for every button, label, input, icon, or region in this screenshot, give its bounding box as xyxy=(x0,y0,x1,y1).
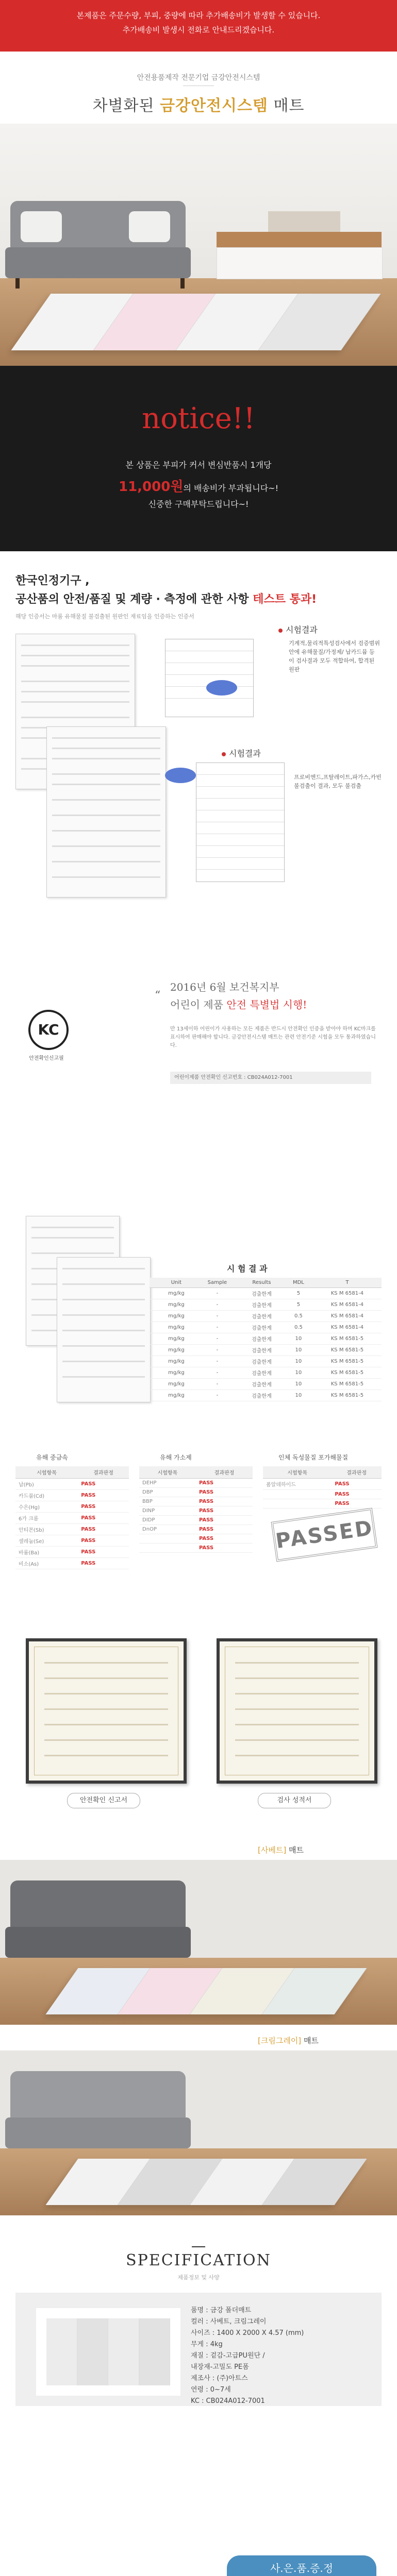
result-2-text: 프로비엔드,프탈레이트,파가스,카빈 불검출이 결과, 모두 불검출 xyxy=(294,774,382,789)
inspection-stamp xyxy=(206,680,237,696)
table-row xyxy=(139,1534,253,1544)
spec-box xyxy=(15,2293,382,2406)
test-item: 카드뮴(Cd) xyxy=(15,1490,78,1501)
table-cell: 검출한계 xyxy=(239,1356,284,1367)
test-result: PASS xyxy=(332,1479,382,1490)
test-result: PASS xyxy=(196,1516,253,1525)
table-cell: KS M 6581-5 xyxy=(313,1379,382,1390)
table-row xyxy=(263,1499,382,1509)
table-row xyxy=(150,1311,382,1322)
test-results-table xyxy=(150,1278,382,1401)
bullet-icon xyxy=(278,629,283,633)
table-cell: - xyxy=(195,1311,239,1322)
test-result: PASS xyxy=(78,1558,129,1569)
spec-line: 컬러 : 사베트, 크림그레이 xyxy=(191,2318,267,2326)
table-cell: KS M 6581-4 xyxy=(313,1288,382,1299)
table-cell: mg/kg xyxy=(157,1333,195,1345)
result-2-heading xyxy=(222,747,261,759)
heavy-metals-title: 유해 중금속 xyxy=(36,1454,68,1461)
creamgray-mat-photo xyxy=(0,2050,397,2215)
test-result: PASS xyxy=(78,1524,129,1535)
table-row xyxy=(139,1479,253,1488)
test-result: PASS xyxy=(78,1501,129,1513)
col-item: 시험항목 xyxy=(263,1466,332,1479)
table-row xyxy=(139,1506,253,1516)
test-item: 폼알데하이드 xyxy=(263,1479,332,1490)
table-row xyxy=(139,1488,253,1497)
test-col-header: Unit xyxy=(157,1278,195,1288)
tv-cabinet xyxy=(217,247,383,279)
creamgray-title xyxy=(258,2035,319,2046)
table-cell: - xyxy=(195,1356,239,1367)
product-room-photo xyxy=(0,124,397,366)
kc-quote-line-2 xyxy=(170,996,307,1011)
creamgray-title-bracket: [크림그레이] xyxy=(258,2036,302,2045)
table-cell: - xyxy=(195,1299,239,1311)
table-row xyxy=(139,1525,253,1534)
result-2-title: 시험결과 xyxy=(229,749,261,758)
test-item: 안티몬(Sb) xyxy=(15,1524,78,1535)
table-row xyxy=(150,1390,382,1401)
kc-quote-2-text: 어린이 제품 xyxy=(170,998,227,1011)
table-cell: 10 xyxy=(284,1345,313,1356)
table-row xyxy=(150,1288,382,1299)
table-cell: 검출한계 xyxy=(239,1345,284,1356)
test-result: PASS xyxy=(196,1497,253,1506)
test-item: DEHP xyxy=(139,1479,196,1488)
table-cell: - xyxy=(195,1322,239,1333)
table-cell xyxy=(150,1333,157,1345)
test-item: DINP xyxy=(139,1506,196,1516)
table-cell: 10 xyxy=(284,1333,313,1345)
table-cell: mg/kg xyxy=(157,1379,195,1390)
cabinet-decor xyxy=(268,211,340,232)
test-result: PASS xyxy=(78,1513,129,1524)
test-result: PASS xyxy=(78,1479,129,1490)
test-result: PASS xyxy=(196,1544,253,1553)
spec-product-image xyxy=(36,2308,180,2396)
test-result: PASS xyxy=(78,1490,129,1501)
table-cell: KS M 6581-5 xyxy=(313,1345,382,1356)
table-cell: 검출한계 xyxy=(239,1299,284,1311)
bullet-icon xyxy=(222,752,226,756)
col-item: 시험항목 xyxy=(139,1466,196,1479)
cert-heading-2-strong: 테스트 통과! xyxy=(253,593,317,606)
cert-heading-2-text: 공산품의 안전/품질 및 계량 · 측정에 관한 사항 xyxy=(15,593,253,606)
spec-line: KC : CB024A012-7001 xyxy=(191,2397,265,2405)
table-cell xyxy=(150,1379,157,1390)
table-cell: 검출한계 xyxy=(239,1379,284,1390)
test-result: PASS xyxy=(196,1479,253,1488)
table-row xyxy=(263,1490,382,1499)
test-result: PASS xyxy=(332,1499,382,1509)
table-cell: 검출한계 xyxy=(239,1333,284,1345)
toxic-substance-table xyxy=(263,1466,382,1509)
table-cell: mg/kg xyxy=(157,1311,195,1322)
cert-note: 해당 인증서는 마룸 유해물질 불검출된 원판인 재료임을 인증하는 인증서 xyxy=(15,613,194,620)
folding-mat xyxy=(11,294,381,350)
return-notice xyxy=(0,366,397,551)
table-row xyxy=(150,1356,382,1367)
certification-section xyxy=(0,551,397,948)
table-cell: mg/kg xyxy=(157,1299,195,1311)
table-cell: 5 xyxy=(284,1288,313,1299)
table-cell xyxy=(150,1322,157,1333)
table-cell: 검출한계 xyxy=(239,1367,284,1379)
sherbet-title-bracket: [사베트] xyxy=(258,1845,287,1855)
table-row xyxy=(15,1501,129,1513)
spec-line: 사이즈 : 1400 X 2000 X 4.57 (mm) xyxy=(191,2329,304,2337)
table-cell: - xyxy=(195,1288,239,1299)
table-row xyxy=(150,1367,382,1379)
sherbet-color-section xyxy=(0,1834,397,2025)
pass-results-section xyxy=(0,1432,397,1623)
folding-mat xyxy=(45,1968,367,2014)
sofa-leg xyxy=(180,278,185,289)
result-1-table xyxy=(165,639,254,717)
table-row xyxy=(15,1558,129,1569)
test-item xyxy=(139,1534,196,1544)
test-result: PASS xyxy=(332,1490,382,1499)
certificates-section xyxy=(0,1623,397,1834)
table-row xyxy=(150,1345,382,1356)
col-result: 결과판정 xyxy=(78,1466,129,1479)
pillow xyxy=(21,211,62,242)
table-cell xyxy=(150,1288,157,1299)
result-2-table xyxy=(196,762,285,882)
test-item: 셀레늄(Se) xyxy=(15,1535,78,1547)
table-row xyxy=(150,1333,382,1345)
test-item: 6가 크롬 xyxy=(15,1513,78,1524)
brand-header xyxy=(0,52,397,124)
test-item: DnOP xyxy=(139,1525,196,1534)
brand-title xyxy=(0,93,397,115)
test-col-header: Results xyxy=(239,1278,284,1288)
col-result: 결과판정 xyxy=(196,1466,253,1479)
table-cell: - xyxy=(195,1390,239,1401)
table-cell: 검출한계 xyxy=(239,1288,284,1299)
folding-mat xyxy=(45,2159,367,2205)
plasticizer-title: 유해 가소제 xyxy=(160,1454,192,1461)
spec-line: 무게 : 4kg xyxy=(191,2341,223,2348)
notice-line-2 xyxy=(0,476,397,495)
brand-subtitle: 안전용품제작 전문기업 금강안전시스템 xyxy=(137,74,260,82)
test-item: 납(Pb) xyxy=(15,1479,78,1490)
cert-heading-2 xyxy=(15,590,317,606)
notice-line-1: 본 상품은 부피가 커서 변심반품시 1개당 xyxy=(125,460,272,470)
kc-certification xyxy=(0,948,397,1195)
table-cell: mg/kg xyxy=(157,1390,195,1401)
creamgray-title-name: 매트 xyxy=(303,2036,319,2045)
pillow xyxy=(129,211,170,242)
table-row xyxy=(15,1513,129,1524)
sofa-seat xyxy=(5,247,191,278)
spec-line: 품명 : 금강 폴더매트 xyxy=(191,2307,252,2314)
test-result: PASS xyxy=(78,1535,129,1547)
spec-line: 재질 : 겉감-고급PU원단 / xyxy=(191,2352,265,2360)
test-results-section xyxy=(0,1195,397,1432)
table-cell xyxy=(150,1311,157,1322)
table-cell: KS M 6581-5 xyxy=(313,1356,382,1367)
toxic-substance-title: 인체 독성물질 포가해물질 xyxy=(278,1454,349,1461)
inspection-stamp xyxy=(165,768,196,783)
table-cell: KS M 6581-5 xyxy=(313,1390,382,1401)
table-cell: mg/kg xyxy=(157,1367,195,1379)
table-cell xyxy=(150,1390,157,1401)
table-cell: 10 xyxy=(284,1367,313,1379)
test-item xyxy=(263,1499,332,1509)
spec-line: 연령 : 0~7세 xyxy=(191,2386,231,2394)
passed-stamp: PASSED xyxy=(271,1508,378,1562)
table-row xyxy=(139,1497,253,1506)
test-item xyxy=(139,1544,196,1553)
shipping-notice-line-2: 추가배송비 발생시 전화로 안내드리겠습니다. xyxy=(122,25,275,35)
table-row xyxy=(15,1524,129,1535)
table-row xyxy=(150,1322,382,1333)
sherbet-mat-photo xyxy=(0,1860,397,2025)
table-cell: - xyxy=(195,1379,239,1390)
creamgray-color-section xyxy=(0,2025,397,2215)
return-fee: 11,000원 xyxy=(118,479,184,495)
kc-body: 만 13세이하 어린이가 사용하는 모든 제품은 반드시 안전확인 인증을 받아야 하며 KC마크를 표시하여 판매해야 합니다. 금강안전시스템 매트는 관련 안전기준 시험을 모두 통과하였습니다. xyxy=(170,1026,376,1048)
specification-section xyxy=(0,2215,397,2545)
table-row xyxy=(150,1379,382,1390)
table-cell: 검출한계 xyxy=(239,1322,284,1333)
test-result: PASS xyxy=(196,1525,253,1534)
divider xyxy=(192,2246,205,2247)
table-cell: - xyxy=(195,1367,239,1379)
kc-quote-2-strong: 안전 특별법 시행! xyxy=(226,998,307,1011)
kc-registration-bar: 어린이제품 안전확인 신고번호 : CB024A012-7001 xyxy=(170,1072,371,1084)
sherbet-title-name: 매트 xyxy=(288,1845,304,1855)
table-cell xyxy=(150,1345,157,1356)
gift-section xyxy=(0,2545,397,2576)
kc-logo-caption: 안전확인신고필 xyxy=(29,1056,64,1061)
kc-quote-line-1: 2016년 6월 보건복지부 xyxy=(170,981,279,993)
table-cell: 0.5 xyxy=(284,1322,313,1333)
test-item: DBP xyxy=(139,1488,196,1497)
test-col-header xyxy=(150,1278,157,1288)
table-cell: KS M 6581-5 xyxy=(313,1367,382,1379)
test-report-document xyxy=(57,1257,151,1402)
table-row xyxy=(15,1479,129,1490)
result-1-text: 기계적,물리적특성검사에서 검증범위안에 유해물질/가정제/ 납카드뮴 등 이 검사결과 모두 적합하여, 합격된 원판 xyxy=(289,640,381,673)
table-row xyxy=(15,1547,129,1558)
spec-line: 제조사 : (주)아트스 xyxy=(191,2375,248,2382)
inspection-certificate-label: 검사 성적서 xyxy=(258,1793,331,1808)
sofa-seat xyxy=(5,2117,191,2148)
notice-heading: notice!! xyxy=(142,402,255,435)
test-item: 바륨(Ba) xyxy=(15,1547,78,1558)
table-cell xyxy=(150,1299,157,1311)
sofa-seat xyxy=(5,1927,191,1958)
plasticizer-table xyxy=(139,1466,253,1553)
table-cell xyxy=(150,1356,157,1367)
table-row xyxy=(150,1299,382,1311)
table-cell: - xyxy=(195,1345,239,1356)
shipping-notice-banner xyxy=(0,0,397,52)
table-cell: mg/kg xyxy=(157,1322,195,1333)
table-cell: 10 xyxy=(284,1356,313,1367)
sherbet-title xyxy=(258,1844,304,1855)
table-cell xyxy=(150,1367,157,1379)
table-row xyxy=(15,1490,129,1501)
test-col-header: T xyxy=(313,1278,382,1288)
safety-certificate-label: 안전확인 신고서 xyxy=(67,1793,140,1808)
certificate-document xyxy=(46,726,166,897)
table-cell: mg/kg xyxy=(157,1288,195,1299)
brand-title-post: 매트 xyxy=(268,97,305,115)
table-cell: KS M 6581-4 xyxy=(313,1322,382,1333)
test-results-title: 시 험 결 과 xyxy=(227,1264,268,1274)
heavy-metals-table xyxy=(15,1466,129,1569)
col-result: 결과판정 xyxy=(332,1466,382,1479)
notice-line-2-text: 의 배송비가 부과됩니다~! xyxy=(183,483,278,493)
safety-certificate-frame xyxy=(26,1638,187,1784)
shipping-notice-line-1: 본제품은 주문수량, 부피, 중량에 따라 추가배송비가 발생할 수 있습니다. xyxy=(76,11,321,20)
brand-title-pre: 차별화된 xyxy=(92,97,160,115)
result-1-title: 시험결과 xyxy=(286,625,318,635)
table-cell: 5 xyxy=(284,1299,313,1311)
table-row xyxy=(15,1535,129,1547)
test-col-header: Sample xyxy=(195,1278,239,1288)
kc-logo: KC xyxy=(28,1010,69,1050)
sofa-leg xyxy=(15,278,20,289)
brand-title-strong: 금강안전시스템 xyxy=(160,97,268,115)
test-result: PASS xyxy=(196,1488,253,1497)
spec-line: 내장재-고밀도 PE폼 xyxy=(191,2363,249,2371)
quote-mark-icon: “ xyxy=(155,989,161,1002)
col-item: 시험항목 xyxy=(15,1466,78,1479)
table-row xyxy=(139,1544,253,1553)
table-cell: KS M 6581-5 xyxy=(313,1333,382,1345)
table-cell: mg/kg xyxy=(157,1345,195,1356)
test-item xyxy=(263,1490,332,1499)
test-result: PASS xyxy=(78,1547,129,1558)
test-result: PASS xyxy=(196,1534,253,1544)
table-row xyxy=(263,1479,382,1490)
spec-info xyxy=(191,2305,304,2407)
table-cell: KS M 6581-4 xyxy=(313,1299,382,1311)
table-cell: 검출한계 xyxy=(239,1311,284,1322)
table-cell: 검출한계 xyxy=(239,1390,284,1401)
spec-subheading: 제품정보 및 사양 xyxy=(177,2274,220,2281)
result-1-heading xyxy=(278,623,318,635)
cert-heading-1: 한국인정기구 , xyxy=(15,574,90,587)
test-item: 수은(Hg) xyxy=(15,1501,78,1513)
table-row xyxy=(139,1516,253,1525)
table-cell: mg/kg xyxy=(157,1356,195,1367)
gift-badge: 사.은.품.증.정 xyxy=(227,2555,376,2576)
test-item: BBP xyxy=(139,1497,196,1506)
spec-heading: SPECIFICATION xyxy=(126,2251,271,2269)
cabinet-top xyxy=(217,232,382,247)
test-item: 비소(As) xyxy=(15,1558,78,1569)
test-col-header: MDL xyxy=(284,1278,313,1288)
test-item: DIDP xyxy=(139,1516,196,1525)
table-cell: 10 xyxy=(284,1379,313,1390)
table-cell: KS M 6581-4 xyxy=(313,1311,382,1322)
table-cell: 10 xyxy=(284,1390,313,1401)
table-cell: 0.5 xyxy=(284,1311,313,1322)
table-cell: - xyxy=(195,1333,239,1345)
test-result: PASS xyxy=(196,1506,253,1516)
notice-line-3: 신중한 구매부탁드립니다~! xyxy=(148,499,249,509)
inspection-certificate-frame xyxy=(217,1638,377,1784)
